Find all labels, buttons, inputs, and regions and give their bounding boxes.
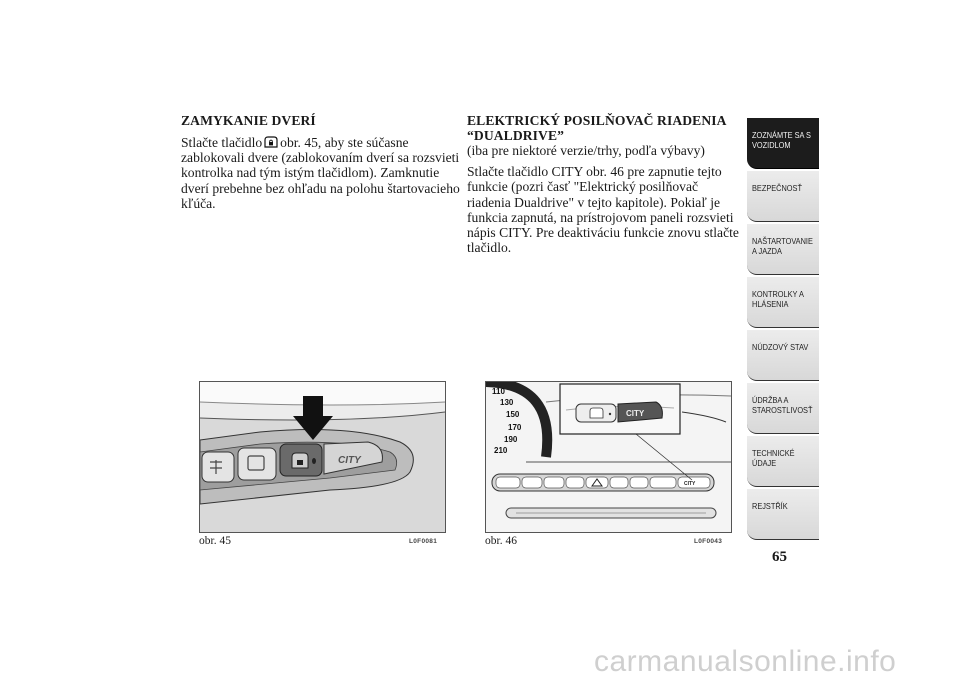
fig46-inset-zoom [560,384,680,434]
section-door-locking [181,113,465,211]
tab-maintenance[interactable]: ÚDRŽBA A STAROSTLIVOSŤ [747,383,819,434]
tab-emergency[interactable]: NÚDZOVÝ STAV [747,330,819,381]
dualdrive-heading: ELEKTRICKÝ POSILŇOVAČ RIADENIA “DUALDRIVE” [467,113,726,143]
speedo-label-110: 110 [492,387,505,396]
dashboard-city-button-illustration [486,382,731,532]
tab-warning-lights[interactable]: KONTROLKY A HLÁSENIA [747,277,819,328]
chapter-tabs [747,118,819,542]
speedo-label-190: 190 [504,435,518,444]
section-dualdrive [467,113,739,255]
figure-46-code: L0F0043 [694,538,723,545]
dualdrive-availability-note: (iba pre niektoré verzie/trhy, podľa výbavy) [467,143,705,158]
fig46-city-small-label: CITY [684,481,696,487]
door-locking-heading: ZAMYKANIE DVERÍ [181,113,316,128]
fig45-city-label: CITY [338,455,361,466]
dualdrive-text: Stlačte tlačidlo CITY obr. 46 pre zapnutie tejto funkcie (pozri časť "Elektrický posilňovač riadenia Dualdrive" v tejto kapitole). Pokiaľ je funkcia zapnutá, na prístrojovom paneli rozsvieti nápis CITY. Pre deaktiváciu funkcie znovu stlačte tlačidlo. [467,164,739,256]
page-number: 65 [772,549,787,565]
tab-safety[interactable]: BEZPEČNOSŤ [747,171,819,222]
speedo-label-210: 210 [494,446,508,455]
fig45-lock-symbol-icon [292,453,308,468]
figure-45 [199,381,446,533]
speedo-label-150: 150 [506,410,520,419]
tab-technical-data[interactable]: TECHNICKÉ ÚDAJE [747,436,819,487]
figure-46-caption: obr. 46 [485,535,517,547]
tab-index[interactable]: REJSTŘÍK [747,489,819,540]
watermark: carmanualsonline.info [594,645,897,678]
tab-starting-and-driving[interactable]: NAŠTARTOVANIE A JAZDA [747,224,819,275]
tab-getting-to-know-vehicle[interactable]: ZOZNÁMTE SA S VOZIDLOM [747,118,819,169]
figure-45-code: L0F0081 [409,538,438,545]
door-lock-icon [264,136,278,148]
fig46-lock-icon [590,408,603,418]
door-lock-button-illustration [200,382,445,532]
fig46-city-inset-label: CITY [626,409,645,418]
door-locking-text: Stlačte tlačidlo obr. 45, aby ste súčasne zablokovali dvere (zablokovaním dverí sa rozsvieti kontrolka nad tým istým tlačidlom). Zamknutie dverí prebehne bez ohľadu na polohu štartovacieho kľúča. [181,135,460,211]
speedo-label-170: 170 [508,423,522,432]
figure-46 [485,381,732,533]
figure-45-caption: obr. 45 [199,535,231,547]
speedo-label-130: 130 [500,398,514,407]
